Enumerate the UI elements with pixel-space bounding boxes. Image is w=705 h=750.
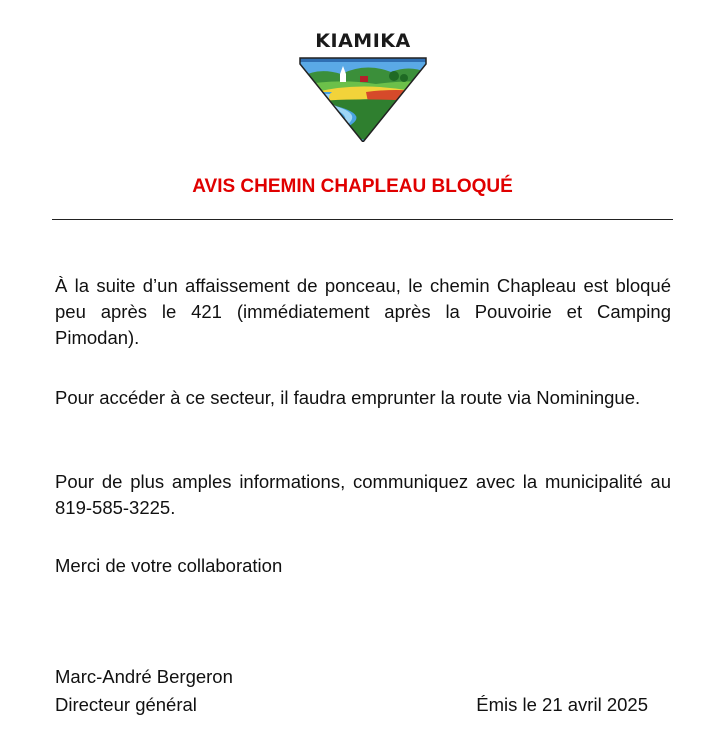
notice-paragraph-closure: À la suite d’un affaissement de ponceau, le chemin Chapleau est bloqué peu après le 421 (immédiatement après la Pouvoirie et Camping Pimodan). [55,275,671,348]
notice-paragraph-contact: Pour de plus amples informations, communiquez avec la municipalité au 819-585-3225. [55,471,671,518]
notice-paragraph-detour: Pour accéder à ce secteur, il faudra emprunter la route via Nominingue. [55,387,641,408]
logo-wordmark: KIAMIKA [315,30,411,52]
issued-date: Émis le 21 avril 2025 [476,694,648,715]
notice-paragraph-thanks: Merci de votre collaboration [55,555,283,576]
notice-title: AVIS CHEMIN CHAPLEAU BLOQUÉ [192,176,513,197]
signature-role: Directeur général [55,694,197,715]
kiamika-logo [296,30,430,142]
landscape-emblem-icon [296,52,430,142]
title-divider [52,219,673,220]
signature-name: Marc-André Bergeron [55,666,233,687]
